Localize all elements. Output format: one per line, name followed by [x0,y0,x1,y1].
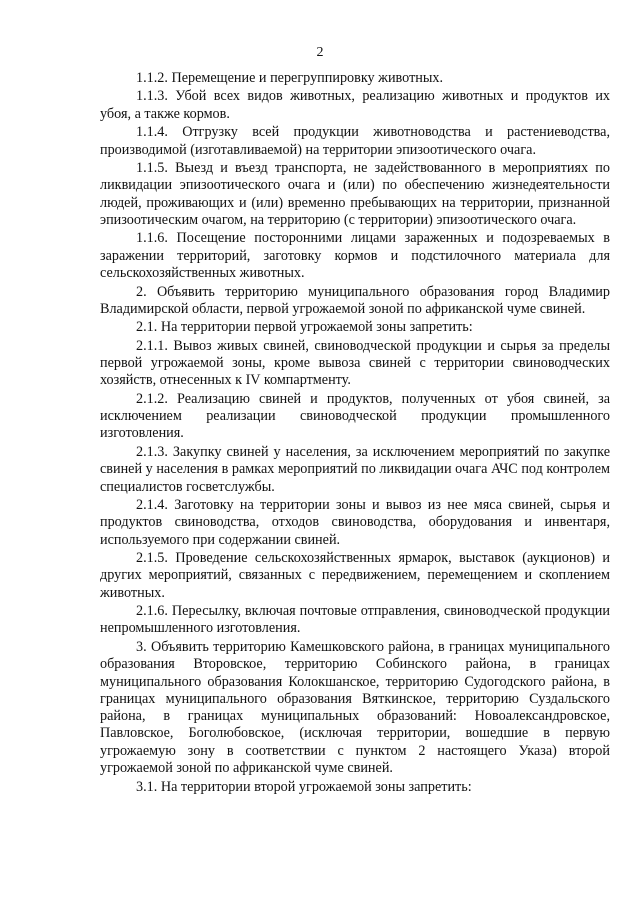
paragraph-2-1-3: 2.1.3. Закупку свиней у населения, за исключением мероприятий по закупке свиней у населения в рамках мероприятий по ликвидации очага АЧС под контролем специалистов госветслужбы. [100,443,610,495]
page-number: 2 [316,45,324,60]
paragraph-3: 3. Объявить территорию Камешковского района, в границах муниципального образования Второвское, территорию Собинского района, в границах муниципального образования Колокшанское, территорию Судогодского района, в границах муниципального образования Вяткинское, территорию Суздальского района, в границах муниципальных образований: Новоалександровское, Павловское, Боголюбовское, (исключая территории, вошедшие в первую угрожаемую зону в соответствии с пунктом 2 настоящего Указа) второй угрожаемой зоной по африканской чуме свиней. [100,638,610,777]
paragraph-2-1: 2.1. На территории первой угрожаемой зоны запретить: [136,319,473,336]
paragraph-2-1-2: 2.1.2. Реализацию свиней и продуктов, полученных от убоя свиней, за исключением реализации свиноводческой продукции промышленного изготовления. [100,390,610,442]
paragraph-1-1-6: 1.1.6. Посещение посторонними лицами зараженных и подозреваемых в заражении территорий, заготовку кормов и подстилочного материала для сельскохозяйственных животных. [100,230,610,282]
paragraph-2: 2. Объявить территорию муниципального образования город Владимир Владимирской области, первой угрожаемой зоной по африканской чуме свиней. [100,283,610,317]
paragraph-1-1-5: 1.1.5. Выезд и въезд транспорта, не задействованного в мероприятиях по ликвидации эпизоотического очага и (или) по обеспечению жизнедеятельности людей, проживающих и (или) временно пребывающих на территории, признанной эпизоотическим очагом, на территорию (с территории) эпизоотического очага. [100,160,610,228]
paragraph-2-1-5: 2.1.5. Проведение сельскохозяйственных ярмарок, выставок (аукционов) и других мероприятий, связанных с передвижением, перемещением и скоплением животных. [100,550,610,601]
paragraph-2-1-6: 2.1.6. Пересылку, включая почтовые отправления, свиноводческой продукции непромышленного изготовления. [100,603,610,637]
paragraph-1-1-3: 1.1.3. Убой всех видов животных, реализацию животных и продуктов их убоя, а также кормов. [100,88,610,122]
paragraph-1-1-2: 1.1.2. Перемещение и перегруппировку животных. [136,70,444,86]
document-body [100,70,610,797]
paragraph-3-1: 3.1. На территории второй угрожаемой зоны запретить: [136,778,472,795]
paragraph-2-1-1: 2.1.1. Вывоз живых свиней, свиноводческой продукции и сырья за пределы первой угрожаемой зоны, кроме вывоза свиней с территории свиноводческих хозяйств, отнесенных к IV компартменту. [100,337,610,389]
paragraph-2-1-4: 2.1.4. Заготовку на территории зоны и вывоз из нее мяса свиней, сырья и продуктов свиноводства, отходов свиноводства, оборудования и инвентаря, используемого при содержании свиней. [100,497,610,548]
paragraph-1-1-4: 1.1.4. Отгрузку всей продукции животноводства и растениеводства, производимой (изготавливаемой) на территории эпизоотического очага. [100,124,610,158]
